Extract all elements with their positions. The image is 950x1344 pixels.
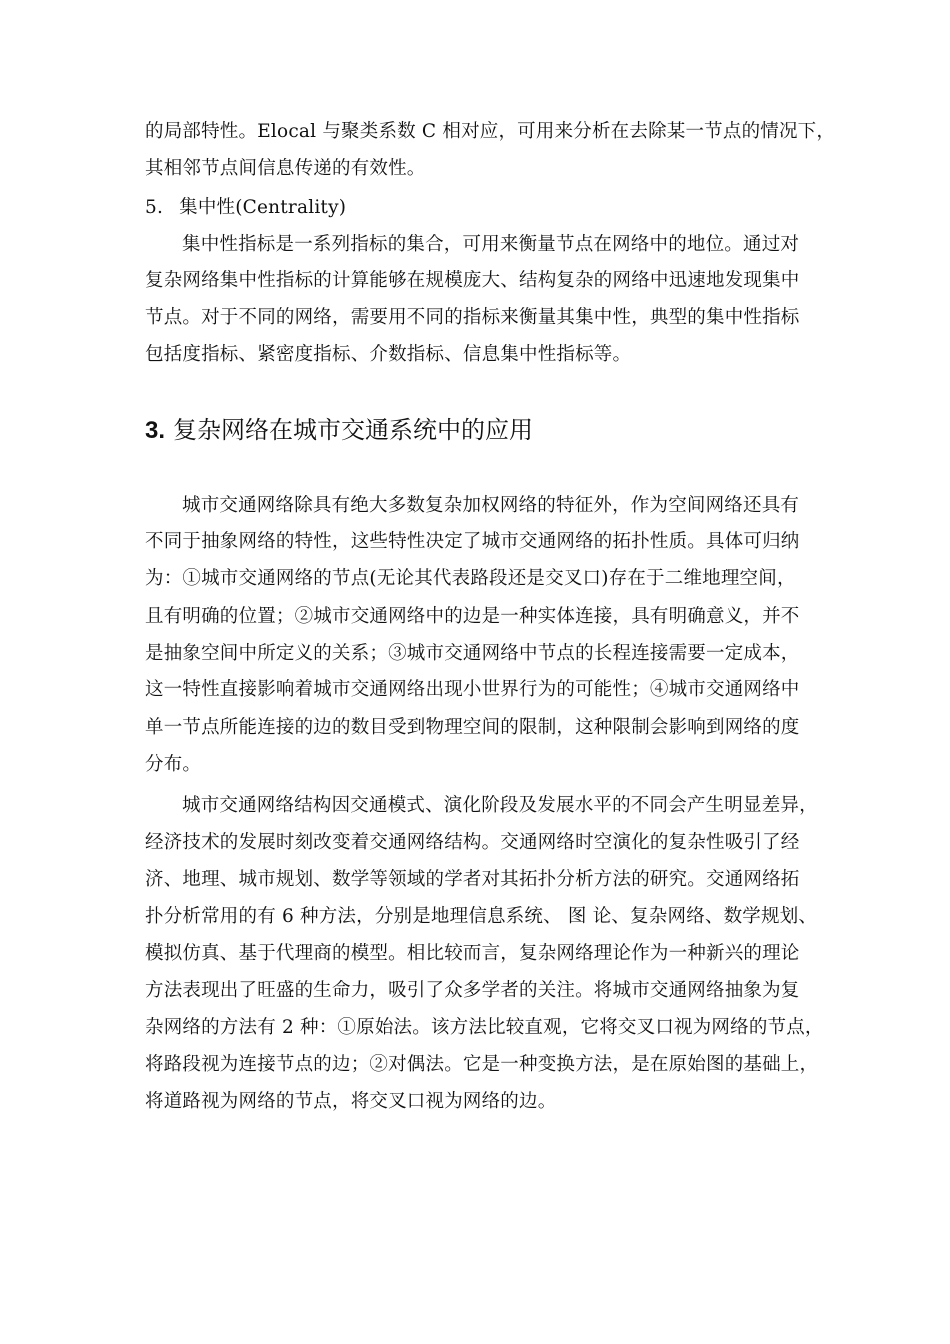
text-line: 节点。对于不同的网络，需要用不同的指标来衡量其集中性，典型的集中性指标 [145, 307, 800, 328]
text-line: 城市交通网络结构因交通模式、演化阶段及发展水平的不同会产生明显差异， [182, 795, 818, 816]
text-line: 是抽象空间中所定义的关系；③城市交通网络中节点的长程连接需要一定成本， [145, 643, 800, 664]
text-line: 模拟仿真、基于代理商的模型。相比较而言，复杂网络理论作为一种新兴的理论 [145, 943, 800, 964]
text-line: 城市交通网络除具有绝大多数复杂加权网络的特征外，作为空间网络还具有 [182, 495, 800, 516]
text-line: 这一特性直接影响着城市交通网络出现小世界行为的可能性；④城市交通网络中 [145, 679, 800, 700]
section-number: 3. [145, 417, 166, 444]
text-line: 方法表现出了旺盛的生命力，吸引了众多学者的关注。将城市交通网络抽象为复 [145, 980, 800, 1001]
text-line: 复杂网络集中性指标的计算能够在规模庞大、结构复杂的网络中迅速地发现集中 [145, 270, 800, 291]
text-line: 不同于抽象网络的特性，这些特性决定了城市交通网络的拓扑性质。具体可归纳 [145, 531, 800, 552]
text-line: 扑分析常用的有 6 种方法，分别是地理信息系统、 图 论、复杂网络、数学规划、 [145, 906, 818, 927]
text-line: 分布。 [145, 754, 202, 775]
section-title: 复杂网络在城市交通系统中的应用 [173, 416, 534, 444]
text-line: 济、地理、城市规划、数学等领域的学者对其拓扑分析方法的研究。交通网络拓 [145, 869, 800, 890]
section-heading [145, 414, 815, 447]
text-line: 且有明确的位置；②城市交通网络中的边是一种实体连接，具有明确意义，并不 [145, 606, 800, 627]
text-line: 为：①城市交通网络的节点(无论其代表路段还是交叉口)存在于二维地理空间， [145, 568, 796, 589]
text-line: 杂网络的方法有 2 种：①原始法。该方法比较直观，它将交叉口视为网络的节点， [145, 1017, 824, 1038]
text-line: 其相邻节点间信息传递的有效性。 [145, 158, 426, 179]
text-line: 将道路视为网络的节点，将交叉口视为网络的边。 [145, 1091, 557, 1112]
list-title: 集中性(Centrality) [179, 197, 347, 218]
text-line: 包括度指标、紧密度指标、介数指标、信息集中性指标等。 [145, 344, 632, 365]
list-item-5 [145, 196, 815, 220]
text-line: 的局部特性。Elocal 与聚类系数 C 相对应，可用来分析在去除某一节点的情况下， [145, 121, 836, 142]
text-line: 集中性指标是一系列指标的集合，可用来衡量节点在网络中的地位。通过对 [182, 234, 800, 255]
text-line: 将路段视为连接节点的边；②对偶法。它是一种变换方法，是在原始图的基础上， [145, 1054, 819, 1075]
text-line: 经济技术的发展时刻改变着交通网络结构。交通网络时空演化的复杂性吸引了经 [145, 832, 800, 853]
text-line: 单一节点所能连接的边的数目受到物理空间的限制，这种限制会影响到网络的度 [145, 717, 800, 738]
list-number: 5. [145, 197, 164, 218]
